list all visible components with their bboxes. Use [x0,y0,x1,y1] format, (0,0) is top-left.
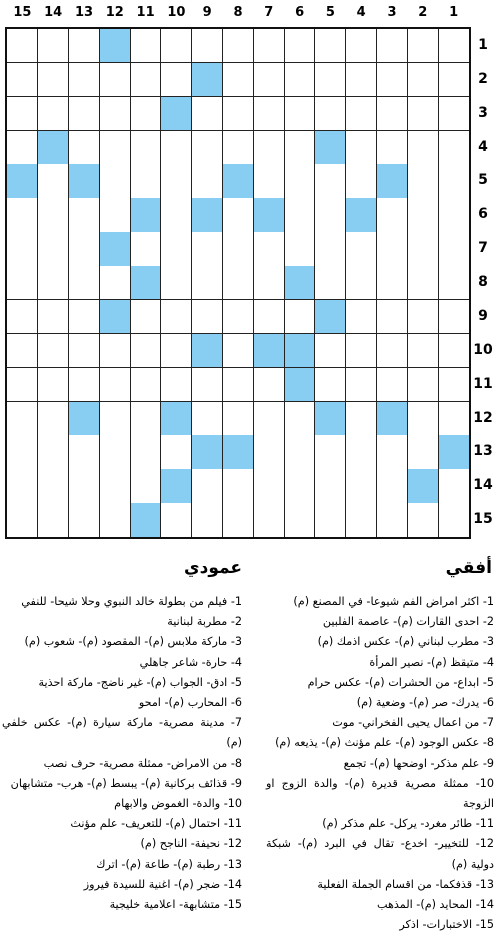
blocked-cell [192,63,223,97]
grid-cell[interactable] [223,97,254,131]
grid-cell[interactable] [377,198,408,232]
grid-cell[interactable] [130,131,161,165]
row-number: 10 [473,341,493,358]
grid-cell[interactable] [407,164,438,198]
grid-cell[interactable] [38,435,69,469]
grid-cell[interactable] [438,63,469,97]
grid-cell[interactable] [438,334,469,368]
grid-cell[interactable] [99,131,130,165]
blocked-cell [438,435,469,469]
grid-cell[interactable] [130,63,161,97]
across-clue: 9- علم مذكر- اوضحها (م)- تجمع [343,756,494,770]
down-clue-list [2,592,242,915]
row-number: 5 [478,172,488,189]
grid-cell[interactable] [38,334,69,368]
grid-cell[interactable] [407,300,438,334]
grid-cell[interactable] [346,164,377,198]
grid-cell[interactable] [69,334,100,368]
grid-cell[interactable] [7,402,38,436]
grid-cell[interactable] [346,232,377,266]
grid-cell[interactable] [7,300,38,334]
grid-cell[interactable] [130,232,161,266]
grid-cell[interactable] [130,368,161,402]
row-number: 12 [473,409,493,426]
grid-cell[interactable] [377,232,408,266]
row-number: 13 [473,443,493,460]
grid-cell[interactable] [69,198,100,232]
across-clue: 8- عكس الوجود (م)- علم مؤنث (م)- يذيعه (م) [275,736,494,750]
across-clue: 10- ممثلة مصرية قديرة (م)- والدة الزوج او الزوجة [266,776,494,811]
grid-cell[interactable] [438,469,469,503]
grid-cell[interactable] [7,368,38,402]
grid-cell[interactable] [130,402,161,436]
column-number: 12 [105,5,124,20]
grid-cell[interactable] [192,131,223,165]
grid-cell[interactable] [161,232,192,266]
blocked-cell [69,402,100,436]
grid-cell[interactable] [130,435,161,469]
grid-cell[interactable] [7,29,38,63]
row-number: 15 [473,511,493,528]
grid-cell[interactable] [161,266,192,300]
grid-cell[interactable] [377,368,408,402]
blocked-cell [69,164,100,198]
blocked-cell [407,469,438,503]
grid-cell[interactable] [223,232,254,266]
blocked-cell [377,164,408,198]
grid-cell[interactable] [438,198,469,232]
grid-cell[interactable] [253,164,284,198]
blocked-cell [284,334,315,368]
grid-cell[interactable] [69,29,100,63]
grid-cell[interactable] [223,29,254,63]
down-clue: 2- مطربة لبنانية [167,615,242,629]
grid-cell[interactable] [130,97,161,131]
grid-cell[interactable] [161,503,192,537]
grid-cell[interactable] [99,266,130,300]
grid-cell[interactable] [407,232,438,266]
grid-cell[interactable] [38,232,69,266]
row-number: 1 [478,37,488,53]
blocked-cell [130,266,161,300]
blocked-cell [284,266,315,300]
crossword-grid [5,27,471,539]
grid-cell[interactable] [192,232,223,266]
down-clue: 12- نحيفة- الناجح (م) [140,837,242,851]
grid-cell[interactable] [315,503,346,537]
grid-cell[interactable] [253,29,284,63]
grid-cell[interactable] [38,97,69,131]
grid-cell[interactable] [377,469,408,503]
blocked-cell [99,232,130,266]
blocked-cell [38,131,69,165]
grid-cell[interactable] [438,503,469,537]
across-clue: 4- متيقظ (م)- نصير المرأة [369,655,494,669]
grid-cell[interactable] [130,300,161,334]
grid-cell[interactable] [438,402,469,436]
grid-cell[interactable] [38,402,69,436]
grid-cell[interactable] [253,300,284,334]
grid-cell[interactable] [315,334,346,368]
grid-cell[interactable] [253,402,284,436]
grid-cell[interactable] [99,368,130,402]
grid-cell[interactable] [99,469,130,503]
grid-cell[interactable] [377,503,408,537]
grid-cell[interactable] [7,198,38,232]
across-clue: 15- الاختبارات- اذكر [399,918,494,932]
blocked-cell [161,402,192,436]
grid-cell[interactable] [223,503,254,537]
grid-cell[interactable] [192,368,223,402]
grid-cell[interactable] [7,469,38,503]
down-clue: 11- احتمال (م)- للتعريف- علم مؤنث [70,817,242,831]
grid-cell[interactable] [161,300,192,334]
blocked-cell [223,164,254,198]
column-number: 9 [202,5,212,20]
grid-cell[interactable] [69,97,100,131]
grid-cell[interactable] [223,469,254,503]
grid-cell[interactable] [223,198,254,232]
grid-cell[interactable] [315,164,346,198]
across-clue: 12- للتخيير- اخدع- تقال في البرد (م)- شبكة دولية (م) [266,837,494,871]
row-number: 7 [478,240,488,257]
column-number: 11 [136,5,155,20]
grid-cell[interactable] [161,198,192,232]
grid-cell[interactable] [223,368,254,402]
grid-cell[interactable] [130,29,161,63]
blocked-cell [192,435,223,469]
grid-cell[interactable] [7,63,38,97]
blocked-cell [253,334,284,368]
grid-cell[interactable] [346,266,377,300]
grid-cell[interactable] [69,435,100,469]
grid-cell[interactable] [192,266,223,300]
grid-cell[interactable] [407,334,438,368]
grid-cell[interactable] [315,97,346,131]
grid-cell[interactable] [346,131,377,165]
grid-cell[interactable] [99,435,130,469]
column-number: 2 [418,5,428,20]
grid-cell[interactable] [192,402,223,436]
grid-cell[interactable] [284,29,315,63]
grid-cell[interactable] [130,469,161,503]
grid-cell[interactable] [346,63,377,97]
grid-cell[interactable] [438,266,469,300]
grid-cell[interactable] [346,368,377,402]
grid-cell[interactable] [284,435,315,469]
across-clue: 1- اكثر امراض الفم شيوعا- في المصنع (م) [293,595,494,608]
grid-cell[interactable] [284,131,315,165]
clues-section [0,548,500,935]
grid-cell[interactable] [99,63,130,97]
grid-cell[interactable] [407,63,438,97]
grid-cell[interactable] [284,232,315,266]
grid-cell[interactable] [377,131,408,165]
column-number: 13 [74,5,94,20]
row-number: 3 [478,104,488,121]
grid-cell[interactable] [130,164,161,198]
blocked-cell [192,198,223,232]
grid-cell[interactable] [284,97,315,131]
blocked-cell [161,97,192,131]
grid-cell[interactable] [253,266,284,300]
grid-cell[interactable] [69,503,100,537]
grid-cell[interactable] [438,29,469,63]
grid-cell[interactable] [253,63,284,97]
grid-cell[interactable] [438,368,469,402]
across-clue: 11- طائر مغرد- يركل- علم مذكر (م) [322,817,494,831]
grid-cell[interactable] [223,300,254,334]
blocked-cell [130,503,161,537]
grid-cell[interactable] [192,469,223,503]
column-number: 3 [387,5,397,20]
grid-cell[interactable] [253,503,284,537]
grid-cell[interactable] [315,29,346,63]
grid-cell[interactable] [407,97,438,131]
grid-cell[interactable] [377,435,408,469]
column-number: 8 [233,5,243,20]
row-number: 9 [478,307,488,324]
grid-cell[interactable] [315,266,346,300]
blocked-cell [346,198,377,232]
grid-cell[interactable] [7,131,38,165]
blocked-cell [7,164,38,198]
column-number: 5 [325,5,335,20]
column-number: 6 [295,5,305,20]
grid-cell[interactable] [377,29,408,63]
grid-cell[interactable] [7,97,38,131]
grid-cell[interactable] [346,97,377,131]
grid-cell[interactable] [315,435,346,469]
grid-cell[interactable] [315,63,346,97]
grid-cell[interactable] [407,503,438,537]
grid-cell[interactable] [69,63,100,97]
row-number: 2 [478,70,488,87]
down-clue: 14- ضجر (م)- اغنية للسيدة فيروز [83,877,242,891]
grid-cell[interactable] [284,503,315,537]
grid-cell[interactable] [407,435,438,469]
grid-cell[interactable] [99,402,130,436]
grid-cell[interactable] [38,469,69,503]
across-clue: 2- احدى القارات (م)- عاصمة الفلبين [322,615,494,629]
down-clue: 3- ماركة ملابس (م)- المقصود (م)- شعوب (م) [24,635,242,649]
grid-cell[interactable] [315,469,346,503]
grid-cell[interactable] [7,266,38,300]
row-number: 11 [473,375,493,392]
grid-cell[interactable] [38,29,69,63]
grid-cell[interactable] [315,368,346,402]
grid-cell[interactable] [407,29,438,63]
grid-cell[interactable] [407,368,438,402]
blocked-cell [315,131,346,165]
grid-cell[interactable] [192,97,223,131]
grid-cell[interactable] [161,29,192,63]
grid-cell[interactable] [38,300,69,334]
grid-cell[interactable] [223,402,254,436]
grid-cell[interactable] [284,198,315,232]
blocked-cell [315,402,346,436]
grid-cell[interactable] [253,435,284,469]
down-clue: 7- مدينة مصرية- ماركة سيارة (م)- عكس خلفي (م) [2,716,242,750]
grid-cell[interactable] [161,63,192,97]
column-number: 7 [264,5,274,20]
blocked-cell [99,300,130,334]
blocked-cell [377,402,408,436]
grid-cell[interactable] [99,503,130,537]
grid-cell[interactable] [130,334,161,368]
grid-cell[interactable] [38,503,69,537]
grid-cell[interactable] [38,198,69,232]
grid-cell[interactable] [69,368,100,402]
grid-cell[interactable] [223,63,254,97]
grid-cell[interactable] [315,232,346,266]
blocked-cell [192,334,223,368]
grid-cell[interactable] [284,402,315,436]
grid-cell[interactable] [377,300,408,334]
grid-cell[interactable] [284,164,315,198]
row-number: 8 [478,274,488,291]
grid-cell[interactable] [346,469,377,503]
grid-cell[interactable] [161,368,192,402]
grid-cell[interactable] [346,334,377,368]
grid-cell[interactable] [38,164,69,198]
grid-cell[interactable] [69,266,100,300]
grid-cell[interactable] [7,334,38,368]
grid-cell[interactable] [38,368,69,402]
across-clue: 6- يدرك- صر (م)- وضعية (م) [356,696,494,710]
grid-cell[interactable] [346,402,377,436]
grid-cell[interactable] [7,503,38,537]
grid-cell[interactable] [407,402,438,436]
grid-cell[interactable] [253,131,284,165]
down-clue: 4- حارة- شاعر جاهلي [139,655,242,669]
blocked-cell [284,368,315,402]
grid-cell[interactable] [161,131,192,165]
down-clue: 5- ادق- الجواب (م)- غير ناضج- ماركة احذية [38,675,242,689]
grid-cell[interactable] [69,131,100,165]
grid-cell[interactable] [99,164,130,198]
grid-cell[interactable] [377,334,408,368]
grid-cell[interactable] [407,266,438,300]
grid-cell[interactable] [7,232,38,266]
grid-cell[interactable] [38,266,69,300]
down-clue: 6- المحارب (م)- امحو [138,696,242,710]
row-number: 4 [478,138,488,155]
grid-cell[interactable] [407,131,438,165]
grid-cell[interactable] [192,300,223,334]
column-number: 10 [167,5,186,20]
across-clue: 5- ابداع- من الحشرات (م)- عكس حرام [307,675,494,689]
grid-cell[interactable] [7,435,38,469]
grid-cell[interactable] [438,300,469,334]
grid-cell[interactable] [346,29,377,63]
row-number: 6 [478,206,488,223]
row-number: 14 [473,477,493,494]
column-number: 4 [356,5,366,20]
blocked-cell [315,300,346,334]
blocked-cell [161,469,192,503]
blocked-cell [253,198,284,232]
blocked-cell [223,435,254,469]
across-clue: 13- قذفكما- من اقسام الجملة الفعلية [317,877,494,891]
grid-cell[interactable] [253,97,284,131]
grid-cell[interactable] [377,97,408,131]
grid-cell[interactable] [438,97,469,131]
grid-cell[interactable] [438,232,469,266]
grid-cell[interactable] [284,300,315,334]
grid-cell[interactable] [38,63,69,97]
across-clue-list [266,592,494,935]
grid-cell[interactable] [346,503,377,537]
grid-cell[interactable] [192,503,223,537]
grid-cell[interactable] [192,29,223,63]
down-clue: 8- من الامراض- ممثلة مصرية- حرف نصب [43,756,242,770]
grid-cell[interactable] [407,198,438,232]
down-clue: 15- متشابهة- اعلامية خليجية [109,898,242,912]
grid-cell[interactable] [284,469,315,503]
grid-cell[interactable] [223,131,254,165]
grid-cell[interactable] [99,97,130,131]
grid-cell[interactable] [223,266,254,300]
grid-cell[interactable] [253,232,284,266]
grid-cell[interactable] [223,334,254,368]
column-number: 1 [449,5,459,20]
column-number: 14 [44,5,63,20]
grid-cell[interactable] [69,300,100,334]
grid-cell[interactable] [377,63,408,97]
grid-cell[interactable] [253,469,284,503]
grid-cell[interactable] [161,435,192,469]
down-clue: 1- فيلم من بطولة خالد النبوي وحلا شيحا- للنفي [21,595,242,608]
grid-cell[interactable] [253,368,284,402]
down-title: عمودي [184,558,242,578]
grid-cell[interactable] [99,198,130,232]
grid-cell[interactable] [69,232,100,266]
down-clue: 10- والدة- الغموض والابهام [114,797,242,811]
grid-cell[interactable] [192,164,223,198]
blocked-cell [130,198,161,232]
grid-cell[interactable] [377,266,408,300]
column-number: 15 [13,5,32,20]
grid-cell[interactable] [346,435,377,469]
grid-cell[interactable] [161,334,192,368]
across-clue: 3- مطرب لبناني (م)- عكس اذمك (م) [317,635,494,649]
grid-cell[interactable] [99,334,130,368]
down-clue: 13- رطبة (م)- طاعة (م)- اترك [96,857,242,871]
grid-cell[interactable] [346,300,377,334]
grid-cell[interactable] [315,198,346,232]
grid-cell[interactable] [438,131,469,165]
grid-cell[interactable] [161,164,192,198]
across-title: أفقي [445,558,492,578]
across-clue: 14- المحايد (م)- المذهب [377,898,494,912]
grid-cell[interactable] [284,63,315,97]
across-clue: 7- من اعمال يحيى الفخراني- موت [332,716,494,730]
grid-cell[interactable] [438,164,469,198]
blocked-cell [99,29,130,63]
grid-cell[interactable] [69,469,100,503]
down-clue: 9- قذائف بركانية (م)- يبسط (م)- هرب- متشابهان [10,776,242,790]
